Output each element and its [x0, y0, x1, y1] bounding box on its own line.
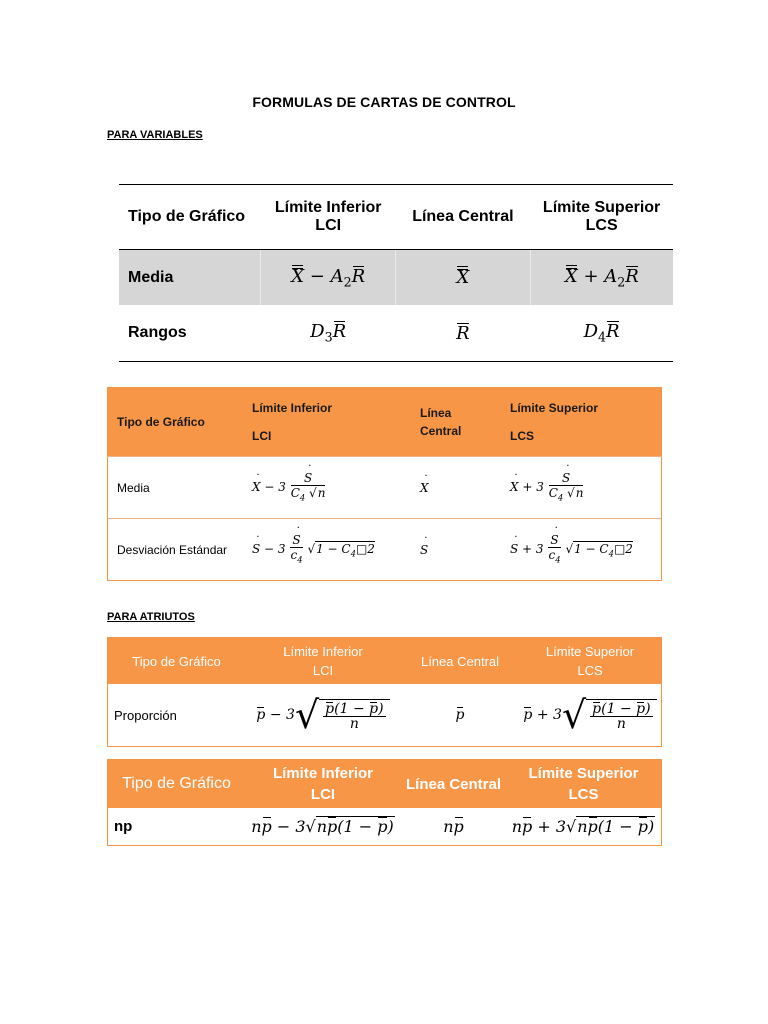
table-header-row [108, 760, 662, 809]
formula-lcs-media-s: ˙ X + 3 ˙ $\frac{S}{C_4 √n}$ [501, 457, 662, 519]
header-chart-type: Tipo de Gráfico [108, 388, 244, 457]
formula-lci-rangos: $D_3R$ [261, 305, 396, 362]
formula-lcs-media: $X + A_2R$ [530, 250, 673, 306]
table-row [119, 305, 673, 362]
row-type-media: Media [108, 457, 244, 519]
formula-lcs-desviacion: ˙ S + 3 ˙ $\frac{S}{c_4}$ $√1 - C_4□2$ [501, 519, 662, 581]
header-central-line: Línea Central [396, 185, 531, 250]
page-title: FORMULAS DE CARTAS DE CONTROL [252, 94, 516, 110]
formula-lc-desviacion: ˙ S [411, 519, 501, 581]
header-lcs: Límite Superior LCS [506, 760, 662, 809]
table-row [108, 684, 662, 747]
header-central-line: Línea Central [411, 388, 501, 457]
attributes-table-np [107, 759, 662, 846]
formula-lci-media: $X - A_2R$ [261, 250, 396, 306]
formula-lc-np: np [443, 817, 464, 836]
header-lci: Límite Inferior LCI [243, 388, 411, 457]
attributes-table-p [107, 637, 662, 747]
formula-lc-rangos: R [396, 305, 531, 362]
row-type-media: Media [119, 250, 261, 306]
header-lcs: Límite Superior LCS [519, 638, 662, 685]
formula-lci-np: np − 3√np(1 − p) [251, 817, 394, 836]
header-lci: Límite Inferior LCI [245, 760, 401, 809]
row-type-np: np [114, 818, 133, 835]
variables-table-xbar-s [107, 387, 662, 581]
header-chart-type: Tipo de Gráfico [108, 760, 246, 809]
row-type-desviacion: Desviación Estándar [108, 519, 244, 581]
formula-lc-media: X [396, 250, 531, 306]
header-central-line: Línea Central [401, 760, 506, 809]
header-chart-type: Tipo de Gráfico [108, 638, 246, 685]
formula-lcs-proporcion: p + 3√ $\frac{p(1 - p)}{n}$ [519, 684, 662, 747]
header-lcs: Límite Superior LCS [530, 185, 673, 250]
formula-lcs-rangos: $D_4R$ [530, 305, 673, 362]
variables-table-xbar-r [119, 184, 673, 362]
table-row [108, 519, 662, 581]
row-type-rangos: Rangos [119, 305, 261, 362]
formula-lci-desviacion: ˙ S − 3 ˙ $\frac{S}{c_4}$ $√1 - C_4□2$ [243, 519, 411, 581]
header-lci: Límite Inferior LCI [261, 185, 396, 250]
section-attributes-label: PARA ATRIUTOS [107, 611, 195, 623]
table-row [119, 250, 673, 306]
formula-lci-media-s: ˙ X − 3 ˙ $\frac{S}{C_4 √n}$ [243, 457, 411, 519]
table-row [108, 808, 662, 846]
header-lcs: Límite Superior LCS [501, 388, 662, 457]
formula-lc-proporcion: p [455, 707, 465, 723]
row-type-proporcion: Proporción [114, 707, 177, 723]
table-row [108, 457, 662, 519]
header-central-line: Línea Central [401, 638, 519, 685]
header-lci: Límite Inferior LCI [245, 638, 401, 685]
formula-lc-media-s: ˙ X [411, 457, 501, 519]
header-chart-type: Tipo de Gráfico [119, 185, 261, 250]
formula-lci-proporcion: p − 3√ $\frac{p(1 - p)}{n}$ [245, 684, 401, 747]
table-header-row [119, 185, 673, 250]
table-header-row [108, 638, 662, 685]
formula-lcs-np: np + 3√np(1 − p) [511, 817, 655, 836]
section-variables-label: PARA VARIABLES [107, 129, 203, 141]
table-header-row [108, 388, 662, 457]
